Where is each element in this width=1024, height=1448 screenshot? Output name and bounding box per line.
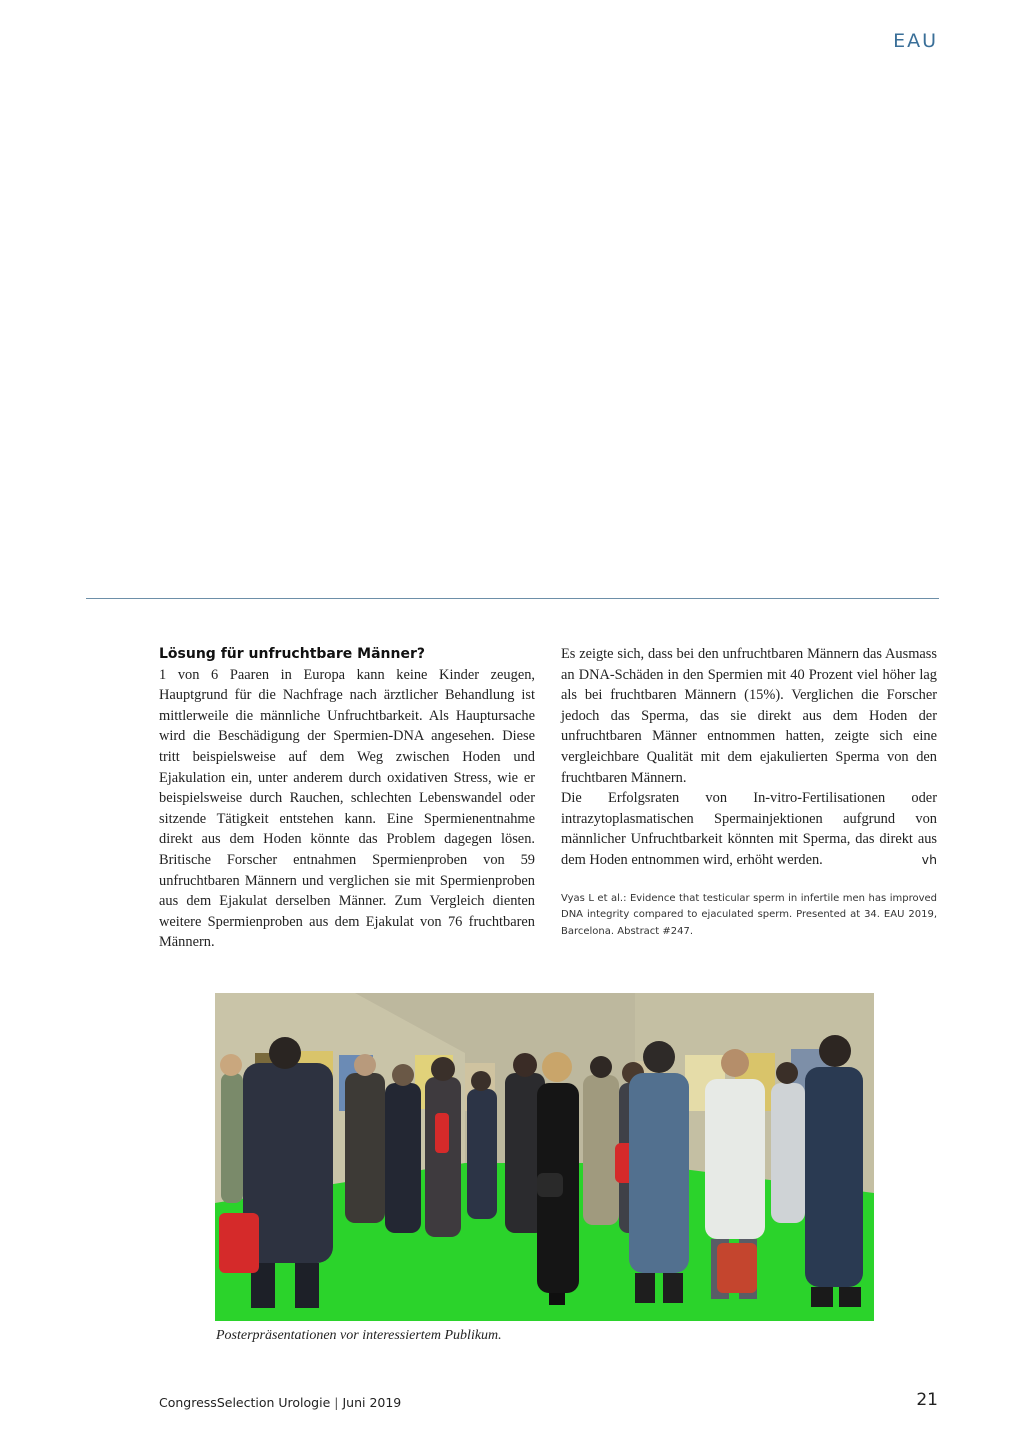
footer-publication xyxy=(159,1395,401,1410)
page-number: 21 xyxy=(916,1390,938,1410)
conference-photo xyxy=(215,993,874,1321)
article-column-right xyxy=(561,644,937,940)
article-paragraph xyxy=(561,788,937,870)
article-paragraph: 1 von 6 Paaren in Europa kann keine Kinder zeugen, Hauptgrund für die Nachfrage nach ärztlicher Behandlung ist mittlerweile die männliche Unfruchtbarkeit. Als Hauptursache wird die Beschädigung der Spermien-DNA angesehen. Diese tritt beispielsweise auf dem Weg zwischen Hoden und Ejakulation ein, unter anderem durch oxidativen Stress, wie er beispielsweise durch Rauchen, schlechten Lebenswandel oder sitzende Tätigkeit entstehen kann. Eine Spermienentnahme direkt aus dem Hoden könnte das Problem dagegen lösen. Britische Forscher entnahmen Spermienproben von 59 unfruchtbaren Männern und verglichen sie mit Spermienproben aus dem Ejakulat derselben Männer. Zum Vergleich dienten weitere Spermienproben aus dem Ejakulat von 76 fruchtbaren Männern. xyxy=(159,666,535,951)
divider-line xyxy=(86,598,939,599)
article-paragraph: Es zeigte sich, dass bei den unfruchtbaren Männern das Ausmass an DNA-Schäden in den Spermien mit 40 Prozent viel höher lag als bei fruchtbaren Männern (15%). Verglichen die Forscher jedoch das Sperma, das sie direkt aus dem Hoden der unfruchtbaren Männer entnommen hatten, zeigte sich eine vergleichbare Qualität mit dem ejakulierten Sperma von den fruchtbaren Männern. xyxy=(561,646,937,786)
article-column-left xyxy=(159,644,535,953)
author-initials: vh xyxy=(921,851,937,867)
reference-citation: Vyas L et al.: Evidence that testicular sperm in infertile men has improved DNA integrity compared to ejaculated sperm. Presented at 34. EAU 2019, Barcelona. Abstract #247. xyxy=(561,892,937,937)
section-tag: EAU xyxy=(893,30,938,52)
publication-date: Juni 2019 xyxy=(342,1395,402,1410)
article-paragraph-text: Die Erfolgsraten von In-vitro-Fertilisationen oder intrazytoplasmatischen Spermainjektionen aufgrund von männlicher Unfruchtbarkeit könnten mit Sperma, das direkt aus dem Hoden entnommen wird, erhöht werden. xyxy=(561,790,937,868)
publication-name: CongressSelection Urologie xyxy=(159,1395,331,1410)
footer-separator: | xyxy=(334,1395,339,1410)
figure-caption: Posterpräsentationen vor interessiertem Publikum. xyxy=(216,1328,502,1343)
article-heading: Lösung für unfruchtbare Männer? xyxy=(159,646,425,662)
